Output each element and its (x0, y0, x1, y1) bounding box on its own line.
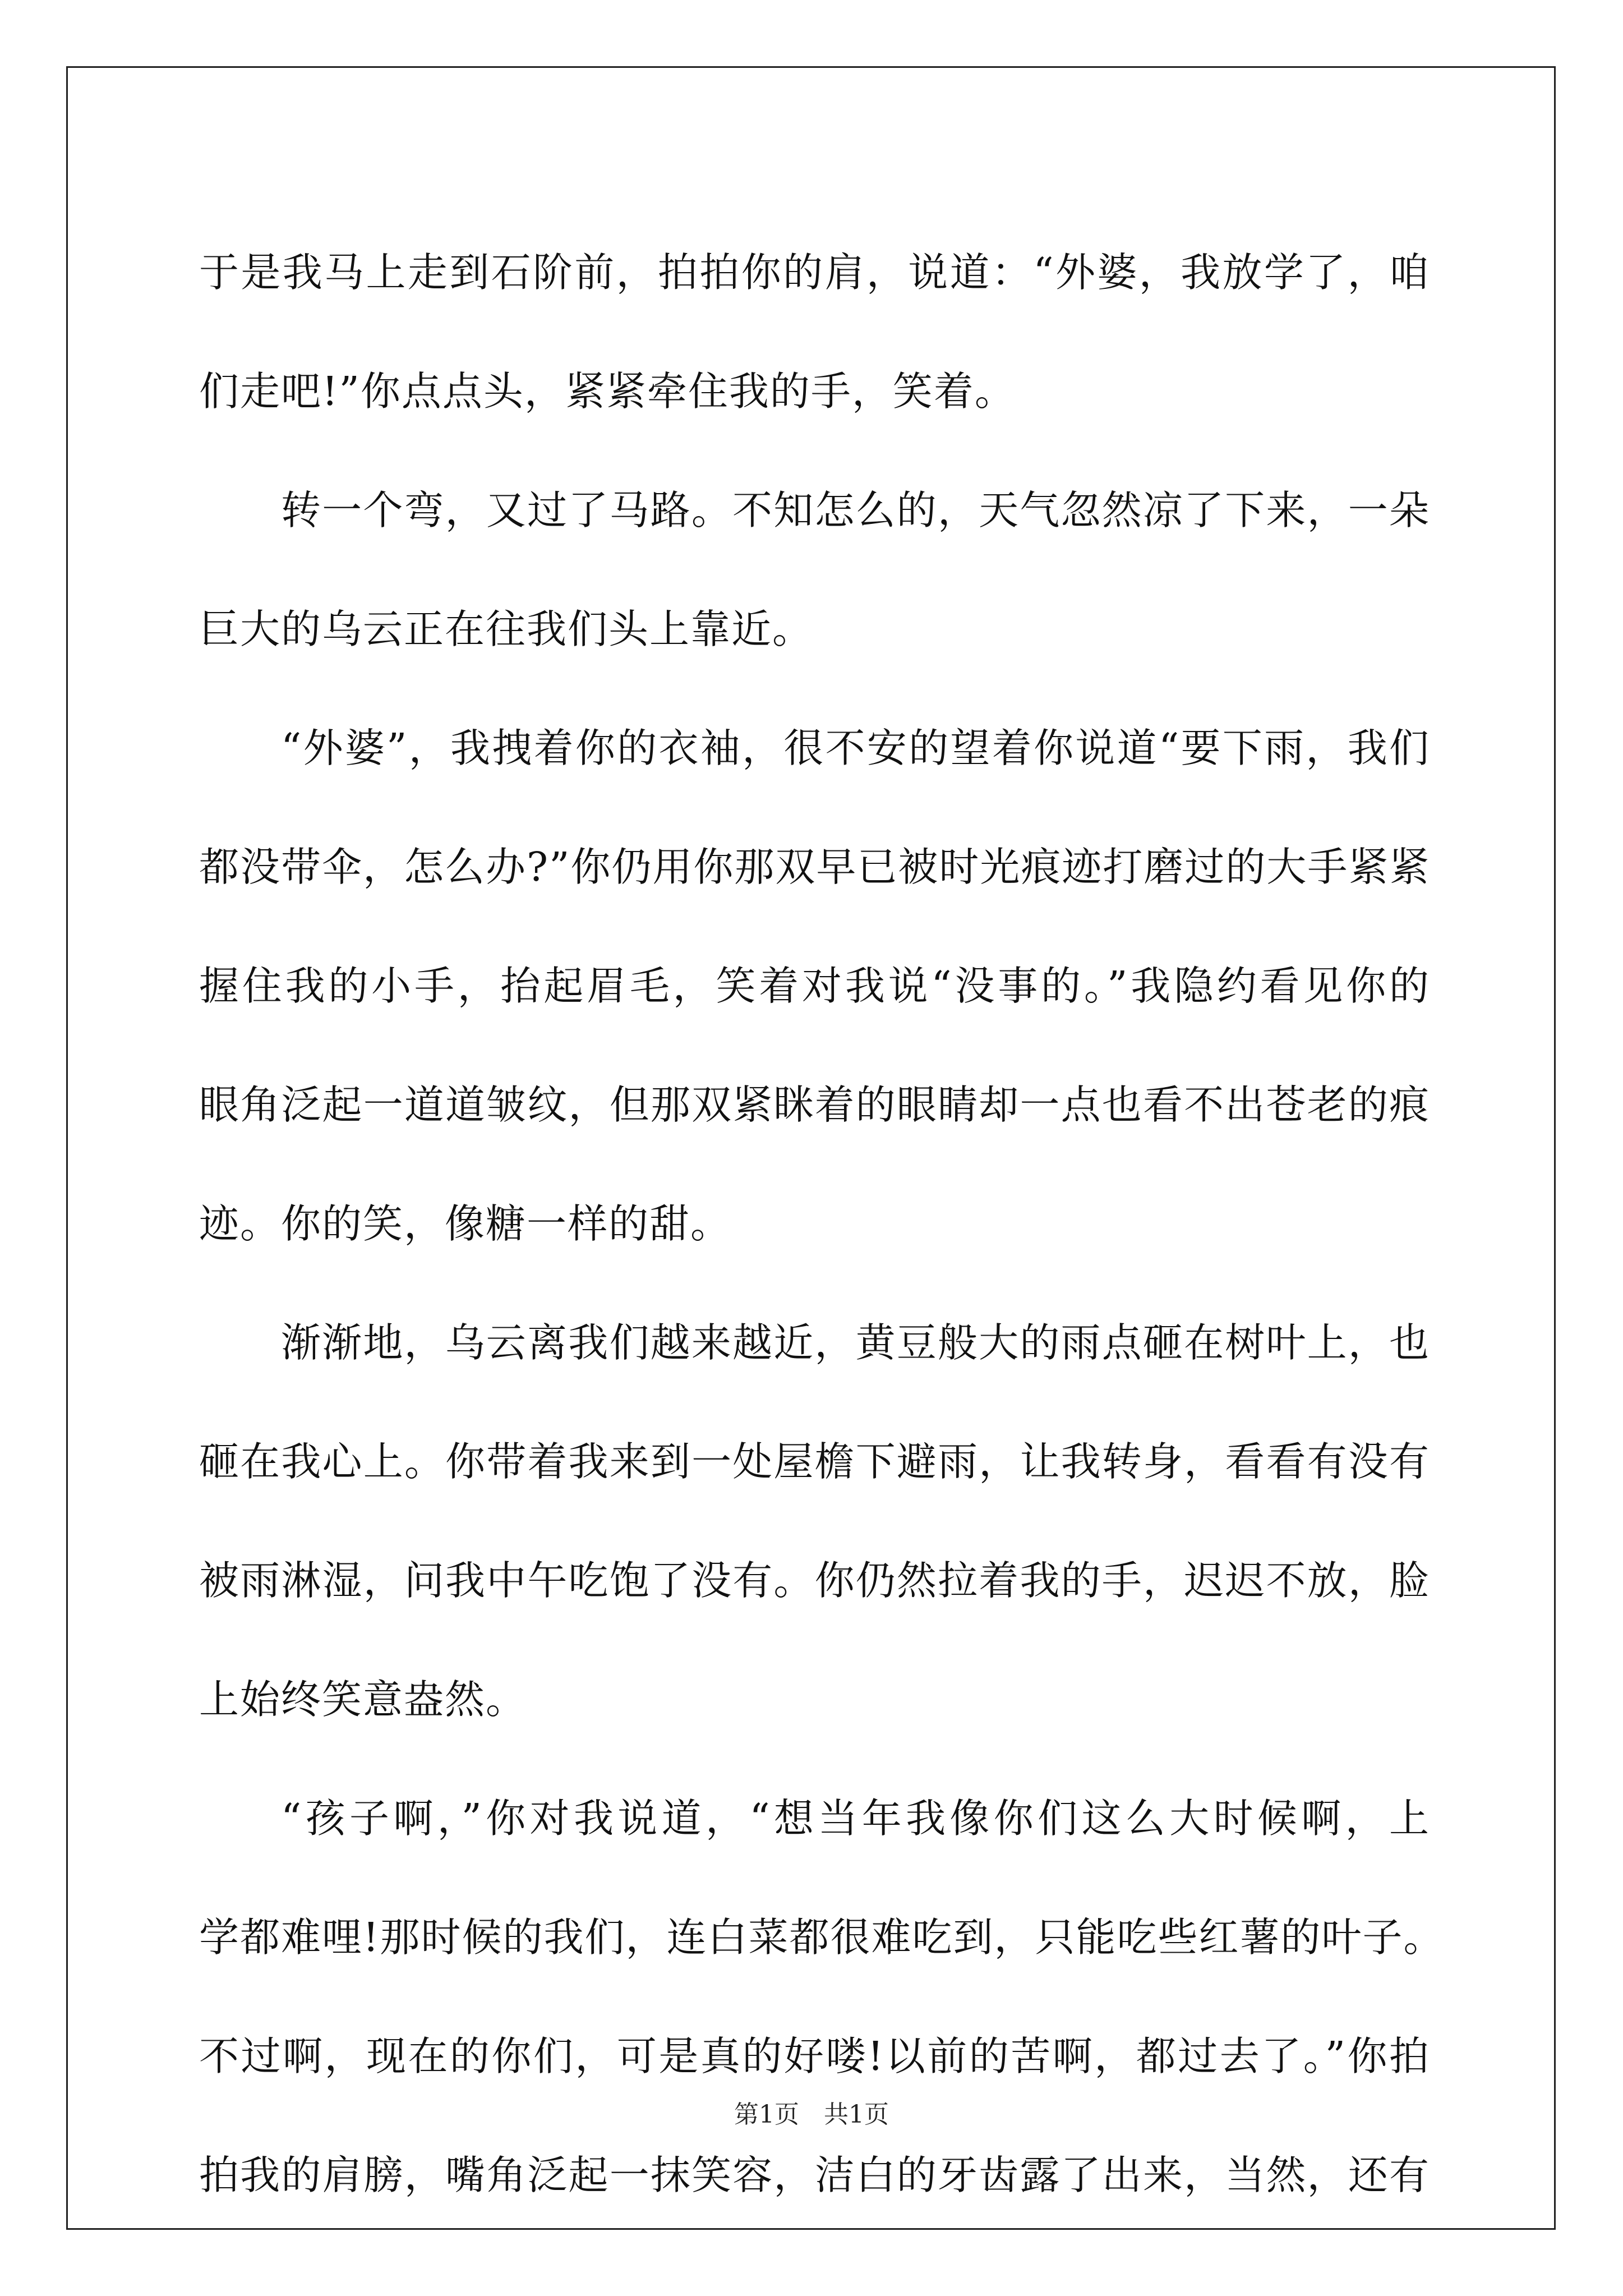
document-body (199, 213, 1445, 2235)
text-line: 上始终笑意盎然。 (199, 1676, 527, 1723)
text-line: 于是我马上走到石阶前，拍拍你的肩，说道：“外婆，我放学了，咱 (199, 249, 1430, 296)
text-line: 巨大的乌云正在往我们头上靠近。 (199, 606, 814, 652)
text-line: 渐渐地，乌云离我们越来越近，黄豆般大的雨点砸在树叶上，也 (281, 1319, 1430, 1366)
text-line: 眼角泛起一道道皱纹，但那双紧眯着的眼睛却一点也看不出苍老的痕 (199, 1082, 1430, 1128)
text-line: 砸在我心上。你带着我来到一处屋檐下避雨，让我转身，看看有没有 (199, 1438, 1430, 1485)
text-line: 握住我的小手，抬起眉毛，笑着对我说“没事的。”我隐约看见你的 (199, 963, 1430, 1009)
text-line: 转一个弯，又过了马路。不知怎么的，天气忽然凉了下来，一朵 (281, 487, 1430, 533)
text-line: 迹。你的笑，像糖一样的甜。 (199, 1200, 732, 1247)
text-line: 拍我的肩膀，嘴角泛起一抹笑容，洁白的牙齿露了出来，当然，还有 (199, 2152, 1430, 2198)
text-line: 们走吧!”你点点头，紧紧牵住我的手，笑着。 (199, 368, 1016, 415)
page-number-footer: 第1页 共1页 (734, 2100, 889, 2129)
text-line: 都没带伞，怎么办?”你仍用你那双早已被时光痕迹打磨过的大手紧紧 (199, 844, 1431, 890)
text-line: “孩子啊，”你对我说道，“想当年我像你们这么大时候啊，上 (281, 1795, 1430, 1842)
text-line: 被雨淋湿，问我中午吃饱了没有。你仍然拉着我的手，迟迟不放，脸 (199, 1557, 1430, 1604)
text-line: 学都难哩!那时候的我们，连白菜都很难吃到，只能吃些红薯的叶子。 (199, 1914, 1445, 1961)
text-line: “外婆”，我拽着你的衣袖，很不安的望着你说道“要下雨，我们 (281, 725, 1430, 771)
text-line: 不过啊，现在的你们，可是真的好喽!以前的苦啊，都过去了。”你拍 (199, 2033, 1430, 2079)
